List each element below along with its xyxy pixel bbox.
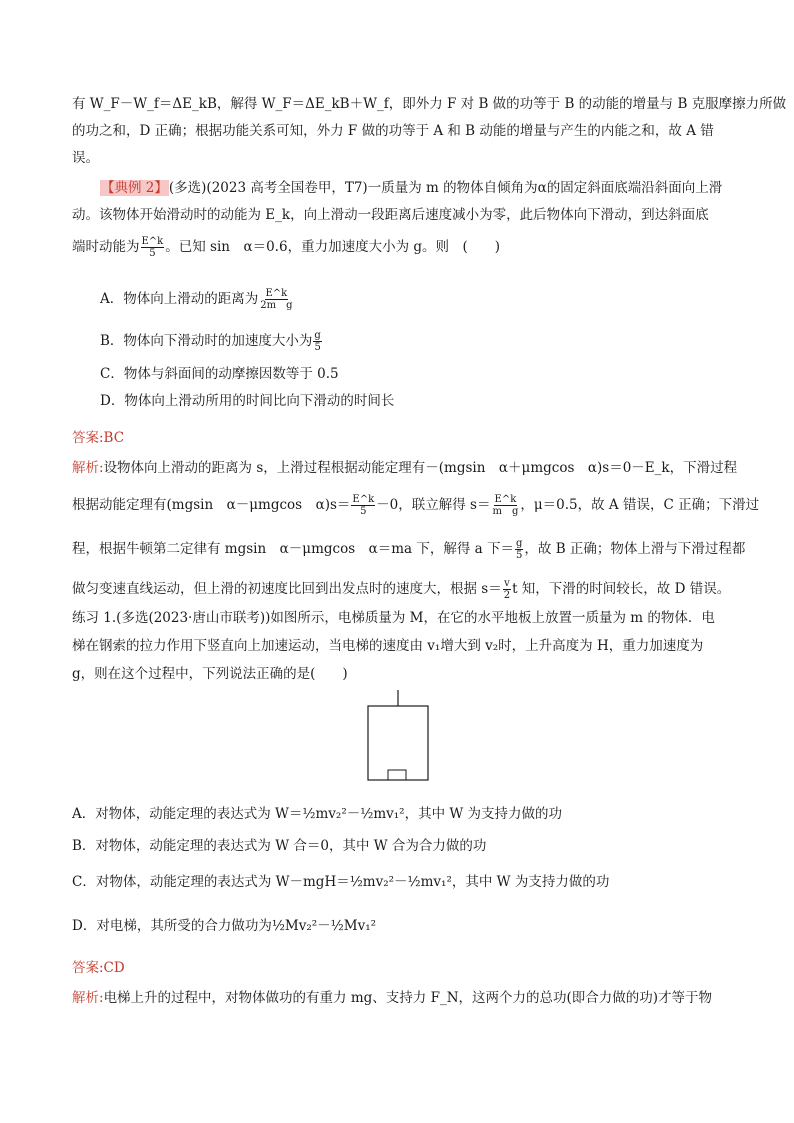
text-line: 动。该物体开始滑动时的动能为 E_k，向上滑动一段距离后速度减小为零，此后物体向下滑动，到达斜面底 — [72, 207, 709, 223]
option-c: C．对物体，动能定理的表达式为 W－mgH＝½mv₂²－½mv₁²，其中 W 为支持力做的功 — [72, 874, 610, 890]
solution-line: 根据动能定理有(mgsin α－μmgcos α)s＝ $\frac{E\^{}k}{5}$ －0，联立解得 s＝ $\frac{E\^{}k}{\text{m g}}$ ，μ＝0.5，故 A 错误，C 正确；下滑过 — [72, 494, 760, 517]
text-line: 梯在钢索的拉力作用下竖直向上加速运动，当电梯的速度由 v₁增大到 v₂时，上升高度为 H，重力加速度为 — [72, 638, 704, 654]
object-block — [388, 770, 406, 780]
fraction: $\frac{E\^{}k}{5}$ — [141, 236, 164, 259]
option-c: C．物体与斜面间的动摩擦因数等于 0.5 — [100, 366, 339, 382]
text-line: 端时动能为 $\frac{E\^{}k}{5}$ 。已知 sin α＝0.6，重力加速度大小为 g。则 ( ) — [72, 236, 501, 259]
solution-line: 解析:电梯上升的过程中，对物体做功的有重力 mg、支持力 F_N，这两个力的总功(即合力做的功)才等于物 — [72, 990, 713, 1006]
text-line: 练习 1.(多选(2023·唐山市联考))如图所示，电梯质量为 M，在它的水平地板上放置一质量为 m 的物体．电 — [72, 610, 715, 626]
solution-line: 做匀变速直线运动，但上滑的初速度比回到出发点时的速度大，根据 s＝ $\frac{v}{2}$ t 知，下滑的时间较长，故 D 错误。 — [72, 578, 731, 601]
option-b: B．对物体，动能定理的表达式为 W 合＝0，其中 W 合为合力做的功 — [72, 838, 487, 854]
text-line: 的功之和，D 正确；根据功能关系可知，外力 F 做的功等于 A 和 B 动能的增量与产生的内能之和，故 A 错 — [72, 123, 714, 139]
option-d: D．物体向上滑动所用的时间比向下滑动的时间长 — [100, 393, 395, 409]
text-line: g，则在这个过程中，下列说法正确的是( ) — [72, 666, 348, 682]
option-a: A．对物体，动能定理的表达式为 W＝½mv₂²－½mv₁²，其中 W 为支持力做的功 — [72, 806, 563, 822]
option-d: D．对电梯，其所受的合力做功为½Mv₂²－½Mv₁² — [72, 918, 377, 934]
text-line: 误。 — [72, 150, 99, 166]
elevator-figure — [350, 690, 440, 785]
option-b: B．物体向下滑动时的加速度大小为 $\frac{g}{5}$ — [100, 330, 321, 353]
answer: 答案:BC — [72, 430, 125, 446]
text-line: 有 W_F－W_f＝ΔE_kB，解得 W_F＝ΔE_kB＋W_f，即外力 F 对 B 做的功等于 B 的动能的增量与 B 克服摩擦力所做 — [72, 96, 787, 112]
answer: 答案:CD — [72, 960, 125, 976]
option-a: A．物体向上滑动的距离为 $\frac{E\^{}k}{\text{2m g}}$ — [100, 288, 293, 311]
elevator-box — [368, 706, 428, 780]
example-header: 【典例 2】(多选)(2023 高考全国卷甲，T7)一质量为 m 的物体自倾角为α的固定斜面底端沿斜面向上滑 — [101, 180, 723, 196]
solution-line: 解析:设物体向上滑动的距离为 s，上滑过程根据动能定理有－(mgsin α＋μmgcos α)s＝0－E_k，下滑过程 — [72, 460, 738, 476]
example-tag: 【典例 2】 — [101, 180, 168, 196]
solution-line: 程，根据牛顿第二定律有 mgsin α－μmgcos α＝ma 下，解得 a 下＝ $\frac{g}{5}$ ，故 B 正确；物体上滑与下滑过程都 — [72, 538, 746, 561]
